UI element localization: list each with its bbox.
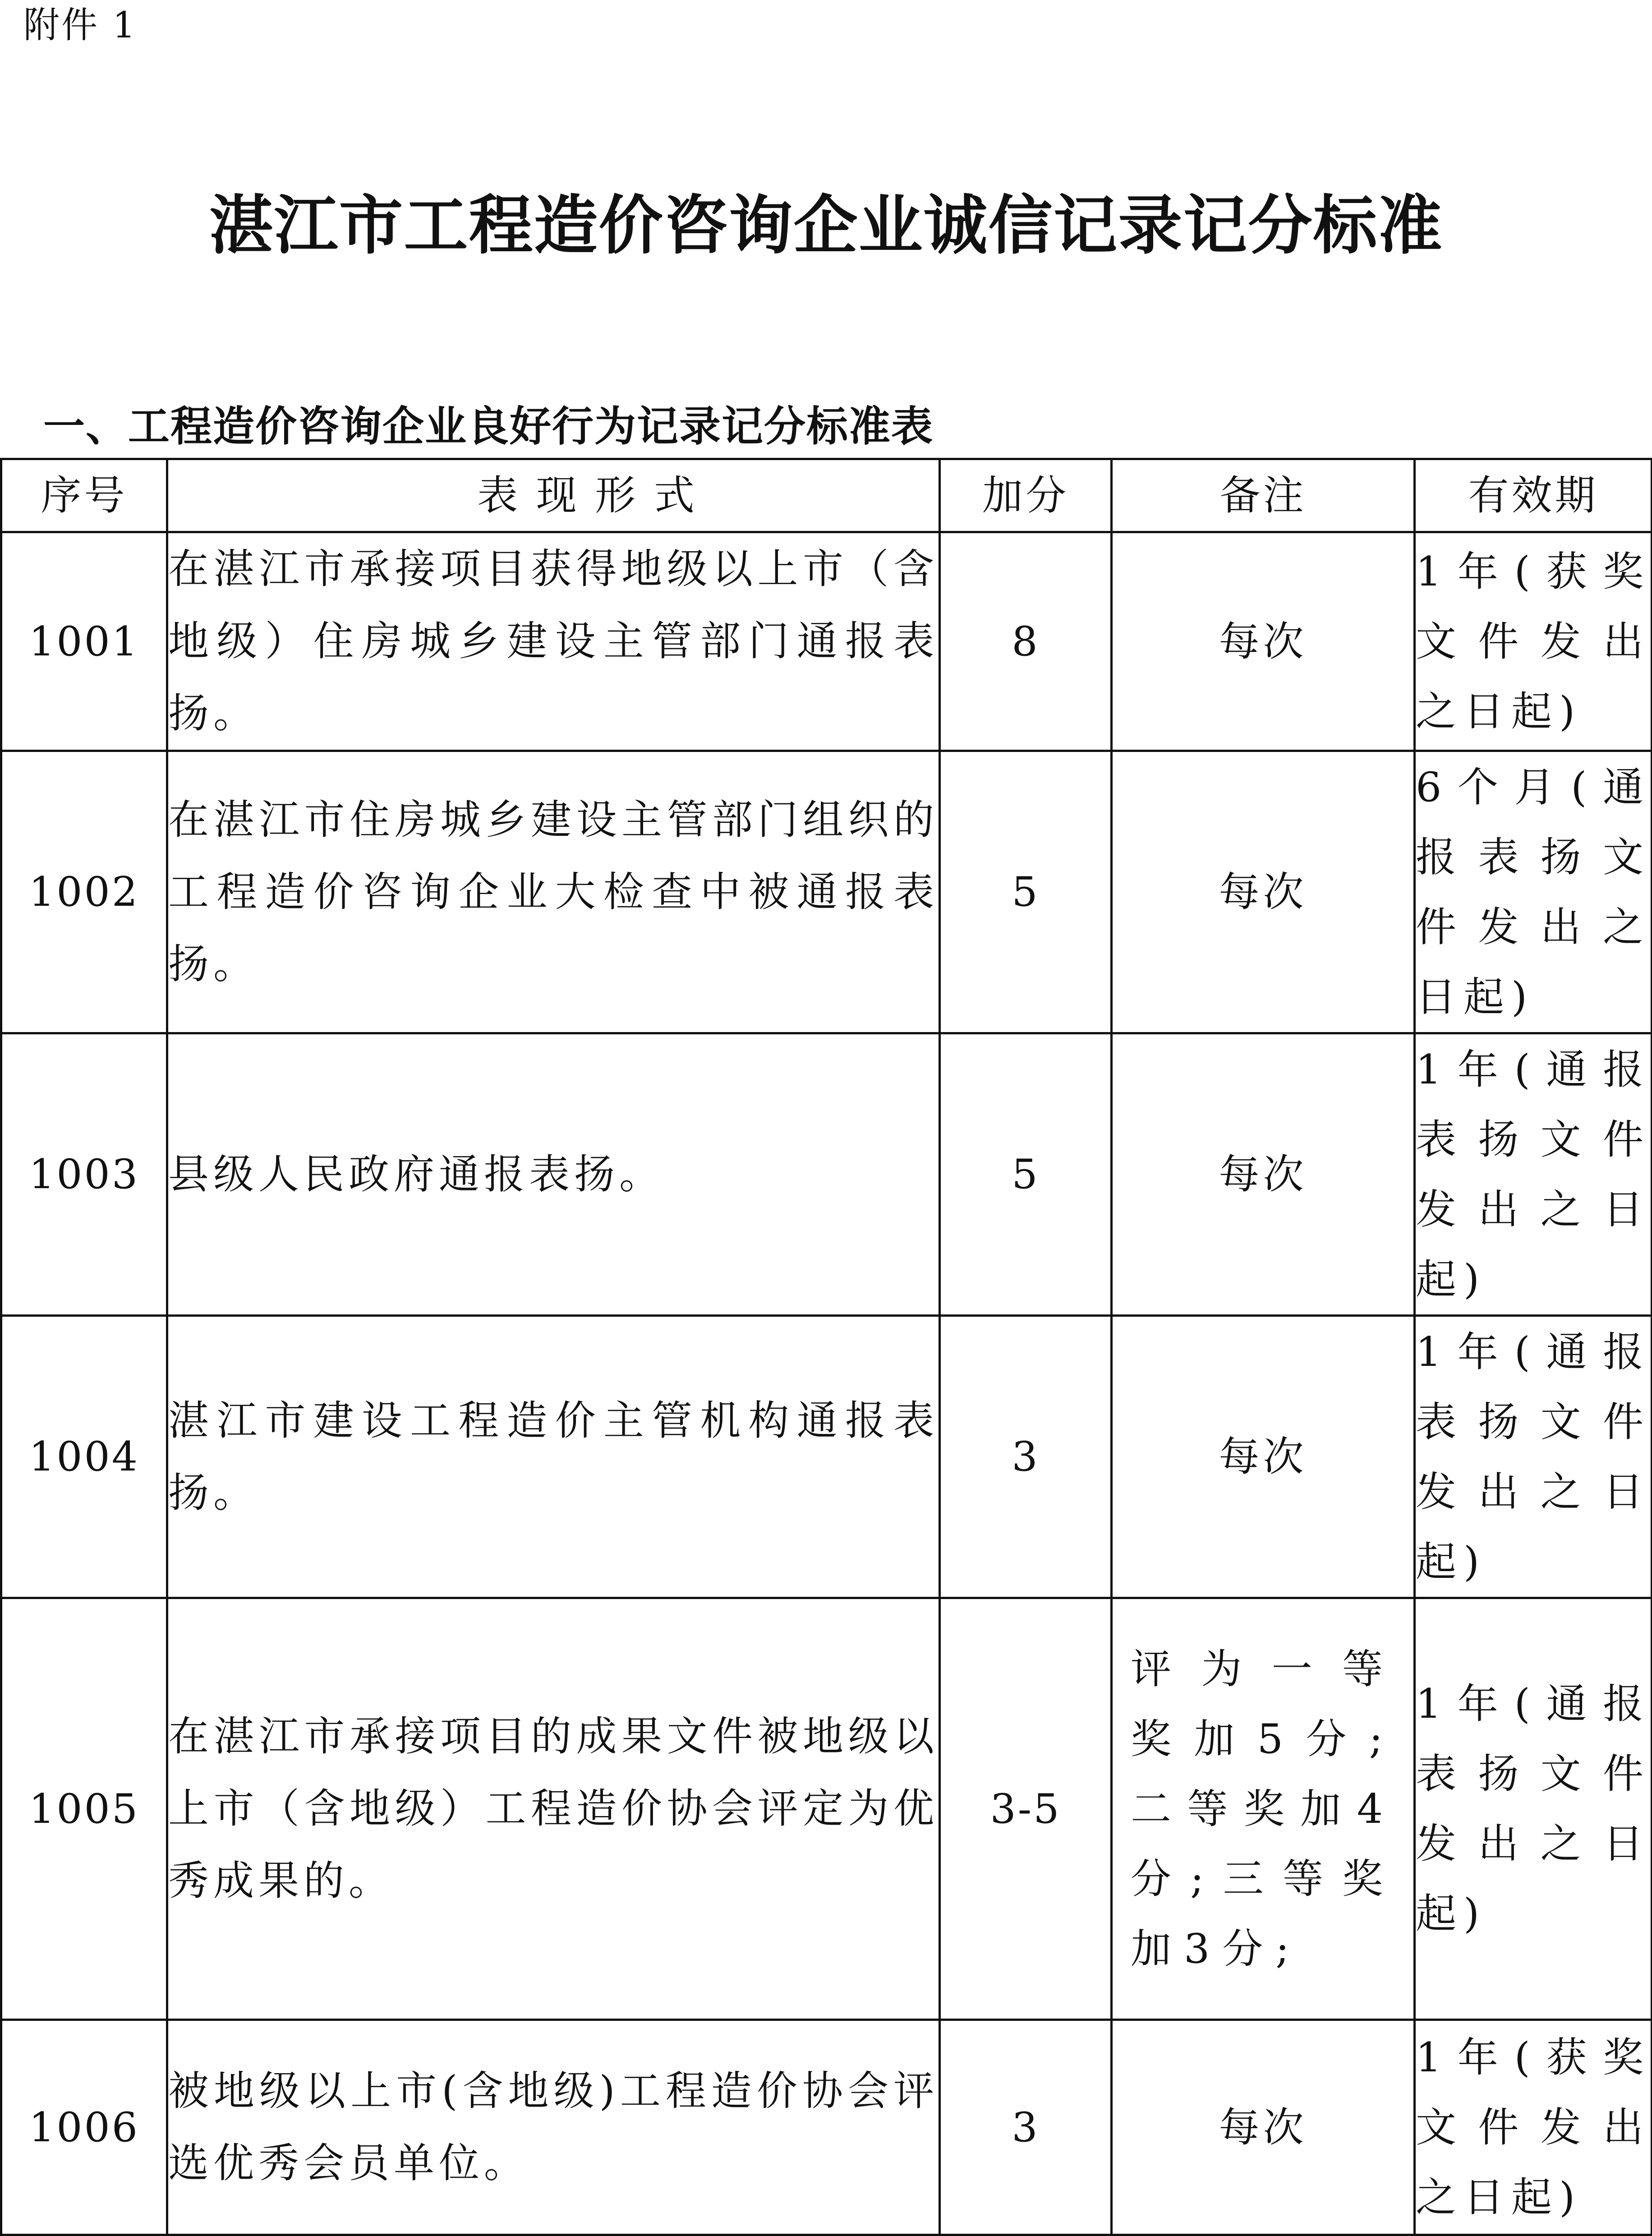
row-note: 每次 — [1112, 2020, 1415, 2235]
row-number: 1002 — [1, 751, 167, 1033]
row-note: 评为一等奖加5分;二等奖加4分;三等奖加3分; — [1112, 1598, 1415, 2020]
document-title: 湛江市工程造价咨询企业诚信记录记分标准 — [209, 188, 1443, 263]
row-validity: 6个月(通报表扬文件发出之日起) — [1415, 751, 1652, 1033]
table-row — [1, 532, 1652, 751]
table-row — [1, 751, 1652, 1033]
row-points: 3 — [940, 2020, 1112, 2235]
row-number: 1001 — [1, 532, 167, 751]
row-points: 8 — [940, 532, 1112, 751]
column-header-form: 表 现 形 式 — [167, 459, 940, 532]
row-note: 每次 — [1112, 1033, 1415, 1316]
column-header-points: 加分 — [940, 459, 1112, 532]
table-row — [1, 1033, 1652, 1316]
scoring-standard-table — [0, 458, 1652, 2236]
row-validity: 1年(通报表扬文件发出之日起) — [1415, 1033, 1652, 1316]
column-header-note: 备注 — [1112, 459, 1415, 532]
row-note: 每次 — [1112, 751, 1415, 1033]
row-behavior: 湛江市建设工程造价主管机构通报表扬。 — [167, 1316, 940, 1598]
row-points: 3 — [940, 1316, 1112, 1598]
row-note: 每次 — [1112, 532, 1415, 751]
row-number: 1006 — [1, 2020, 167, 2235]
row-validity: 1年(通报表扬文件发出之日起) — [1415, 1598, 1652, 2020]
row-behavior: 在湛江市住房城乡建设主管部门组织的工程造价咨询企业大检查中被通报表扬。 — [167, 751, 940, 1033]
table-row — [1, 2020, 1652, 2235]
row-validity: 1年(通报表扬文件发出之日起) — [1415, 1316, 1652, 1598]
row-points: 3-5 — [940, 1598, 1112, 2020]
row-validity: 1年(获奖文件发出之日起) — [1415, 532, 1652, 751]
table-row — [1, 1598, 1652, 2020]
row-number: 1005 — [1, 1598, 167, 2020]
row-behavior: 在湛江市承接项目的成果文件被地级以上市（含地级）工程造价协会评定为优秀成果的。 — [167, 1598, 940, 2020]
row-points: 5 — [940, 751, 1112, 1033]
row-number: 1003 — [1, 1033, 167, 1316]
section-heading: 一、工程造价咨询企业良好行为记录记分标准表 — [43, 402, 934, 451]
attachment-label: 附件 1 — [23, 4, 138, 46]
row-validity: 1年(获奖文件发出之日起) — [1415, 2020, 1652, 2235]
row-number: 1004 — [1, 1316, 167, 1598]
table-header-row — [1, 459, 1652, 532]
column-header-validity: 有效期 — [1415, 459, 1652, 532]
row-points: 5 — [940, 1033, 1112, 1316]
row-behavior: 被地级以上市(含地级)工程造价协会评选优秀会员单位。 — [167, 2020, 940, 2235]
table-row — [1, 1316, 1652, 1598]
row-note: 每次 — [1112, 1316, 1415, 1598]
row-behavior: 在湛江市承接项目获得地级以上市（含地级）住房城乡建设主管部门通报表扬。 — [167, 532, 940, 751]
row-behavior: 县级人民政府通报表扬。 — [167, 1033, 940, 1316]
column-header-no: 序号 — [1, 459, 167, 532]
